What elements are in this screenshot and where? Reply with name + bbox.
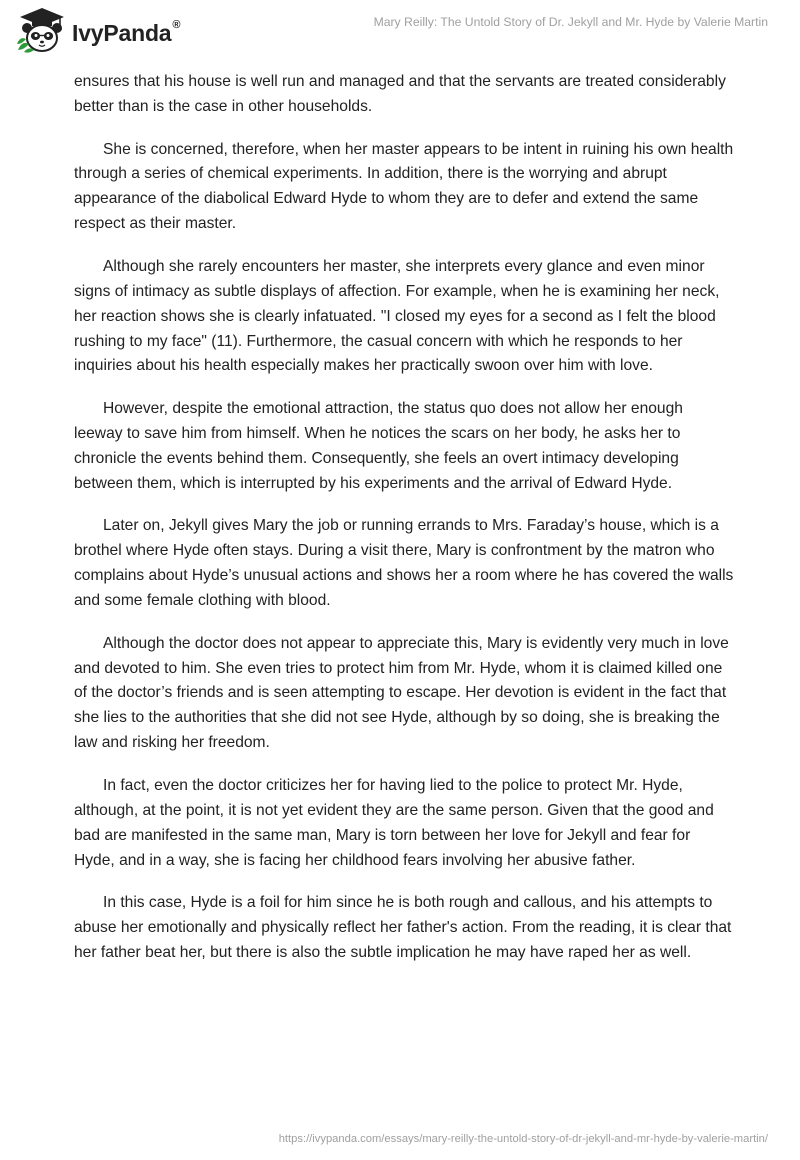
brand-name-text: IvyPanda: [72, 19, 172, 46]
paragraph: However, despite the emotional attraction, the status quo does not allow her enough leeway to save him from himself. When he notices the scars on her body, he asks her to chronicle the events behind them. Consequently, she feels an overt intimacy developing between them, which is interrupted by his experiments and the arrival of Edward Hyde.: [74, 400, 683, 492]
brand-name: [72, 20, 180, 47]
paragraph: In this case, Hyde is a foil for him since he is both rough and callous, and his attempts to abuse her emotionally and physically reflect her father's action. From the reading, it is clear that her father beat her, but there is also the subtle implication he may have raped her as well.: [74, 894, 732, 961]
paragraph: ensures that his house is well run and managed and that the servants are treated considerably better than is the case in other households.: [74, 73, 726, 115]
paragraph: Later on, Jekyll gives Mary the job or running errands to Mrs. Faraday’s house, which is a brothel where Hyde often stays. During a visit there, Mary is confrontment by the matron who complains about Hyde’s unusual actions and shows her a room where he has covered the walls and some female clothing with blood.: [74, 517, 734, 610]
essay-body: [74, 70, 734, 984]
panda-graduate-icon: [14, 6, 70, 56]
page-header: [0, 0, 800, 60]
brand-logo[interactable]: [14, 6, 180, 56]
paragraph: In fact, even the doctor criticizes her for having lied to the police to protect Mr. Hyde, although, at the point, it is not yet evident they are the same person. Given that the good and bad are manifested in the same man, Mary is torn between her love for Jekyll and fear for Hyde, and in a way, she is facing her childhood fears involving her abusive father.: [74, 776, 714, 869]
paragraph: Although the doctor does not appear to appreciate this, Mary is evidently very much in love and devoted to him. She even tries to protect him from Mr. Hyde, whom it is claimed killed one of the doctor’s friends and is seen attempting to escape. Her devotion is evident in the fact that she lies to the authorities that she did not see Hyde, although by so doing, she is breaking the law and risking her freedom.: [74, 634, 729, 752]
document-title: Mary Reilly: The Untold Story of Dr. Jekyll and Mr. Hyde by Valerie Martin: [373, 15, 768, 29]
paragraph: Although she rarely encounters her master, she interprets every glance and even minor signs of intimacy as subtle displays of affection. For example, when he is examining her neck, her reaction shows she is clearly infatuated. "I closed my eyes for a second as I felt the blood rushing to my face" (11). Furthermore, the casual concern with which he responds to her inquiries about his health especially makes her practically swoon over him with love.: [74, 257, 720, 375]
source-url[interactable]: https://ivypanda.com/essays/mary-reilly-the-untold-story-of-dr-jekyll-and-mr-hyde-by-valerie-martin/: [278, 1133, 768, 1145]
paragraph: She is concerned, therefore, when her master appears to be intent in ruining his own health through a series of chemical experiments. In addition, there is the worrying and abrupt appearance of the diabolical Edward Hyde to whom they are to defer and extend the same respect as their master.: [74, 140, 734, 233]
registered-mark: ®: [172, 18, 181, 31]
